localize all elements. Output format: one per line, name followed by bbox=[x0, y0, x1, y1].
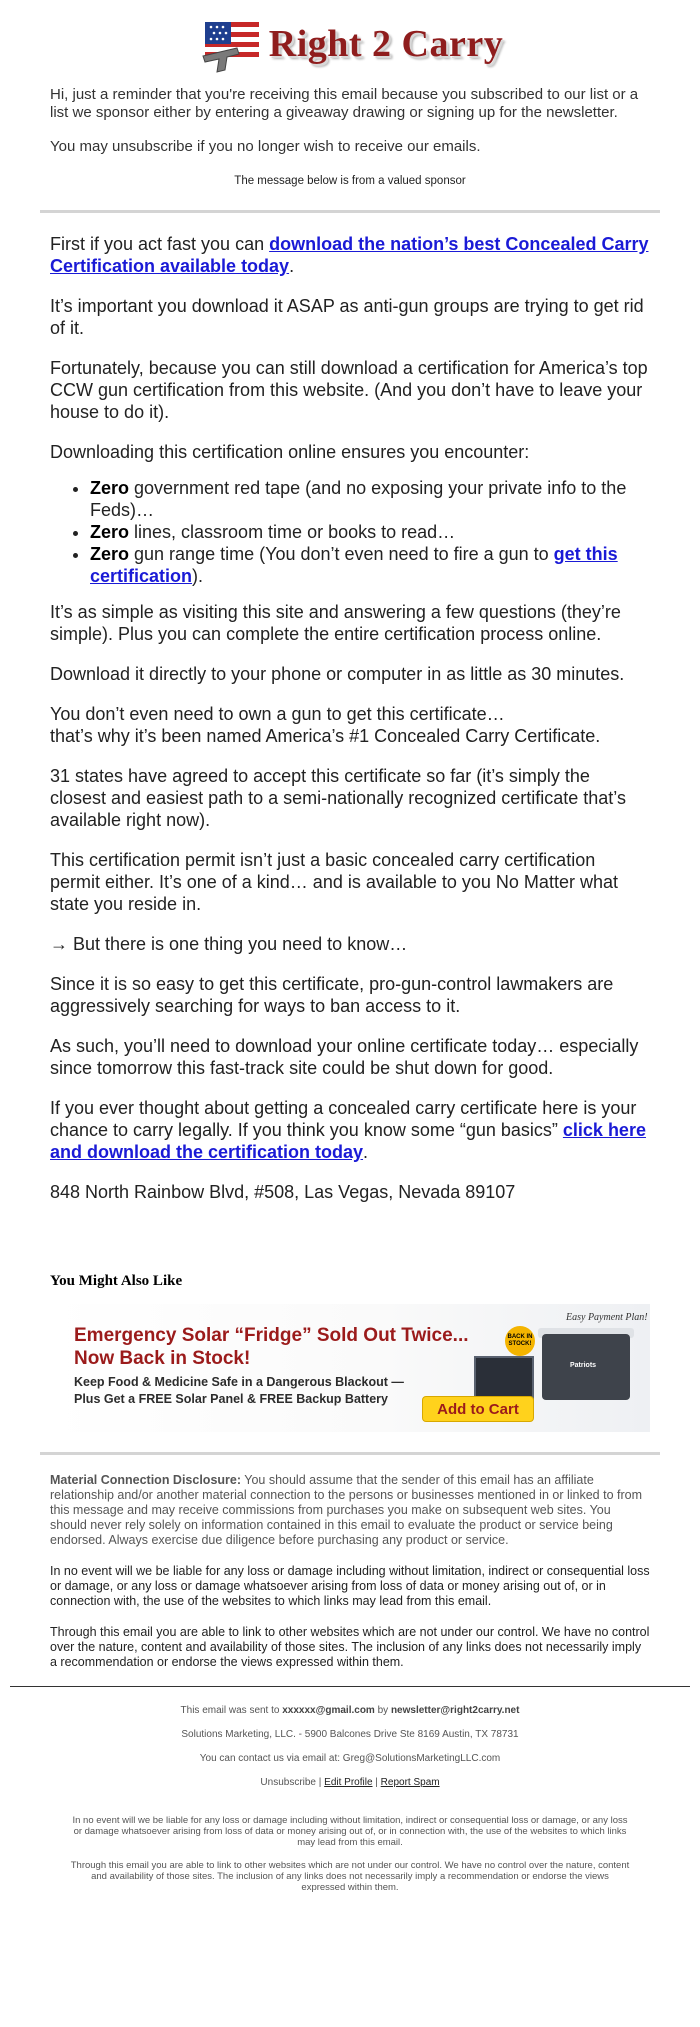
report-spam-link[interactable]: Report Spam bbox=[380, 1777, 440, 1788]
article-paragraph: It’s as simple as visiting this site and answering a few questions (they’re simple). Plus you can complete the entire certification process online. bbox=[50, 602, 621, 644]
solar-fridge-ad-banner[interactable] bbox=[50, 1304, 650, 1432]
article-paragraph: 31 states have agreed to accept this certificate so far (it’s simply the closest and easiest path to a semi-nationally recognized certificate that’s available right now). bbox=[50, 766, 626, 830]
contact-line: You can contact us via email at: Greg@SolutionsMarketingLLC.com bbox=[199, 1753, 501, 1764]
external-links-disclaimer: Through this email you are able to link to other websites which are not under our control. We have no control over the nature, content and availability of those sites. The inclusion of any links does not necessarily imply a recommendation or endorse the views expressed within them. bbox=[50, 1625, 650, 1669]
intro-section bbox=[0, 86, 700, 190]
mailing-address: 848 North Rainbow Blvd, #508, Las Vegas, Nevada 89107 bbox=[50, 1182, 516, 1202]
footer-legal-links: Through this email you are able to link to other websites which are not under our control. We have no control over the nature, content and availability of those sites. The inclusion of any links does not necessarily imply a recommendation or endorse the views expressed within them. bbox=[70, 1860, 630, 1893]
article-paragraph: First if you act fast you can download the nation’s best Concealed Carry Certification available today. bbox=[50, 234, 649, 276]
footer-legal-liability: In no event will we be liable for any loss or damage including without limitation, indirect or consequential loss or damage, or any loss or damage whatsoever arising from loss of data or money arising out of, or in connection with, the use of the websites to which links may lead from this email. bbox=[72, 1815, 628, 1848]
add-to-cart-button[interactable]: Add to Cart bbox=[422, 1396, 534, 1422]
material-disclosure: Material Connection Disclosure: You should assume that the sender of this email has an affiliate relationship and/or another material connection to the persons or businesses mentioned in or linked to from this message and may receive commissions from purchases you make on subsequent web sites. You should never rely solely on information contained in this email to evaluate the product or service being endorsed. Always exercise due diligence before purchasing any product or service. bbox=[50, 1473, 643, 1547]
unsubscribe-link[interactable]: Unsubscribe bbox=[260, 1777, 316, 1788]
list-item: • Zero lines, classroom time or books to read… bbox=[90, 521, 650, 543]
footer-links: Unsubscribe | Edit Profile | Report Spam bbox=[260, 1777, 440, 1788]
list-item: • Zero gun range time (You don’t even need to fire a gun to get this certification). bbox=[90, 543, 650, 587]
edit-profile-link[interactable]: Edit Profile bbox=[324, 1777, 373, 1788]
recommendation-section bbox=[0, 1273, 700, 1432]
header-logo[interactable] bbox=[0, 0, 700, 82]
logo-text: Right 2 Carry bbox=[268, 23, 504, 65]
sent-to-line: This email was sent to xxxxxx@gmail.com by newsletter@right2carry.net bbox=[180, 1705, 520, 1716]
fridge-brand: Patriots bbox=[570, 1362, 597, 1369]
unsubscribe-note: You may unsubscribe if you no longer wish to receive our emails. bbox=[50, 138, 481, 155]
article-paragraph: Since it is so easy to get this certificate, pro-gun-control lawmakers are aggressively searching for ways to ban access to it. bbox=[50, 974, 614, 1016]
get-certification-link[interactable]: get this certification bbox=[90, 544, 618, 586]
recommendation-heading: You Might Also Like bbox=[50, 1273, 183, 1289]
certification-link[interactable]: download the nation’s best Concealed Carry Certification available today bbox=[50, 234, 649, 276]
article-paragraph: Downloading this certification online ensures you encounter: bbox=[50, 442, 530, 462]
article-paragraph: If you ever thought about getting a concealed carry certificate here is your chance to carry legally. If you think you know some “gun basics” click here and download the certification today. bbox=[50, 1098, 646, 1162]
email-footer bbox=[0, 1687, 700, 1913]
easy-payment-label: Easy Payment Plan! bbox=[566, 1312, 648, 1323]
disclosure-section bbox=[0, 1455, 700, 1670]
liability-disclaimer: In no event will we be liable for any loss or damage including without limitation, indirect or consequential loss or damage, or any loss or damage whatsoever arising from loss of data or money arising out of, or in connection with, the use of the websites to which links may lead from this email. bbox=[50, 1564, 650, 1608]
company-address: Solutions Marketing, LLC. - 5900 Balcones Drive Ste 8169 Austin, TX 78731 bbox=[181, 1729, 519, 1740]
banner-subtext: Keep Food & Medicine Safe in a Dangerous Blackout — Plus Get a FREE Solar Panel & FREE Backup Battery bbox=[74, 1375, 404, 1406]
article-body bbox=[0, 213, 700, 1203]
article-paragraph: You don’t even need to own a gun to get this certificate… that’s why it’s been named America’s #1 Concealed Carry Certificate. bbox=[50, 704, 601, 746]
benefits-list bbox=[50, 477, 650, 587]
flag-gun-logo-icon bbox=[197, 12, 267, 76]
banner-headline: Emergency Solar “Fridge” Sold Out Twice... Now Back in Stock! bbox=[74, 1325, 469, 1369]
article-paragraph: Download it directly to your phone or computer in as little as 30 minutes. bbox=[50, 664, 625, 684]
sponsor-note: The message below is from a valued sponsor bbox=[234, 175, 466, 187]
article-paragraph: Fortunately, because you can still download a certification for America’s top CCW gun certification from this website. (And you don’t have to leave your house to do it). bbox=[50, 358, 648, 422]
intro-paragraph: Hi, just a reminder that you're receiving this email because you subscribed to our list or a list we sponsor either by entering a giveaway drawing or signing up for the newsletter. bbox=[50, 86, 639, 121]
article-paragraph: This certification permit isn’t just a basic concealed carry certification permit either. It’s one of a kind… and is available to you No Matter what state you reside in. bbox=[50, 850, 618, 914]
download-certification-link[interactable]: click here and download the certification today bbox=[50, 1120, 646, 1162]
article-paragraph: As such, you’ll need to download your online certificate today… especially since tomorrow this fast-track site could be shut down for good. bbox=[50, 1036, 639, 1078]
list-item: • Zero government red tape (and no exposing your private info to the Feds)… bbox=[90, 477, 650, 521]
article-paragraph: It’s important you download it ASAP as anti-gun groups are trying to get rid of it. bbox=[50, 296, 644, 338]
article-paragraph: → But there is one thing you need to know… bbox=[50, 934, 408, 954]
back-in-stock-badge: BACK IN STOCK! bbox=[505, 1326, 535, 1356]
